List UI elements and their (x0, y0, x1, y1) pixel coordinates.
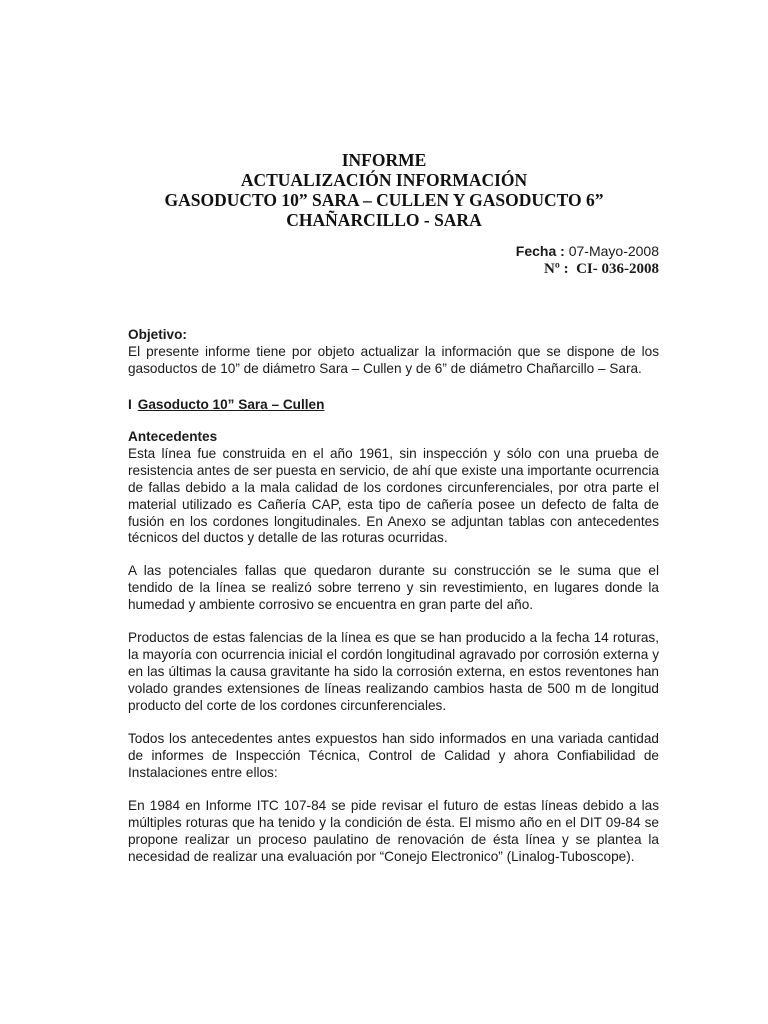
antecedentes-section (128, 429, 659, 547)
objetivo-heading: Objetivo: (128, 327, 187, 342)
antecedentes-paragraph-3: Productos de estas falencias de la línea es que se han producido a la fecha 14 roturas, la mayoría con ocurrencia inicial el cordón longitudinal agravado por corrosión externa y en las últimas la causa gravitante ha sido la corrosión externa, en estos reventones han volado grandes extensiones de líneas realizando cambios hasta de 500 m de longitud producto del corte de los cordones circunferenciales. (128, 630, 659, 713)
fecha-label: Fecha (515, 243, 557, 259)
antecedentes-paragraph-4: Todos los antecedentes antes expuestos han sido informados en una variada cantidad de informes de Inspección Técnica, Control de Calidad y ahora Confiabilidad de Instalaciones entre ellos: (128, 731, 659, 780)
fecha-separator: : (556, 243, 569, 259)
antecedentes-block-2 (128, 563, 659, 614)
fecha-value: 07-Mayo-2008 (568, 243, 659, 259)
antecedentes-block-4 (128, 731, 659, 782)
title-line-2: ACTUALIZACIÓN INFORMACIÓN (240, 170, 528, 190)
fecha-row (516, 243, 659, 260)
antecedentes-paragraph-5: En 1984 en Informe ITC 107-84 se pide revisar el futuro de estas líneas debido a las múltiples roturas que ha tenido y la condición de ésta. El mismo año en el DIT 09-84 se propone realizar un proceso paulatino de renovación de ésta línea y se plantea la necesidad de realizar una evaluación por “Conejo Electronico” (Linalog-Tuboscope). (128, 798, 659, 864)
antecedentes-block-3 (128, 630, 659, 715)
document-meta (516, 243, 659, 279)
antecedentes-paragraph-1: Esta línea fue construida en el año 1961, sin inspección y sólo con una prueba de resistencia antes de ser puesta en servicio, de ahí que existe una importante ocurrencia de fallas debido a la mala calidad de los cordones circunferenciales, por otra parte el material utilizado es Cañería CAP, esta tipo de cañería posee un defecto de falta de fusión en los cordones longitudinales. En Anexo se adjuntan tablas con antecedentes técnicos del ductos y detalle de las roturas ocurridas. (128, 445, 659, 546)
numero-row (516, 260, 659, 279)
objetivo-section (128, 327, 659, 378)
title-line-4: CHAÑARCILLO - SARA (286, 210, 482, 230)
antecedentes-heading: Antecedentes (128, 429, 218, 444)
section-1-heading (128, 396, 324, 413)
numero-value: CI- 036-2008 (576, 261, 659, 277)
section-1-number: I (128, 397, 132, 412)
objetivo-text: El presente informe tiene por objeto actualizar la información que se dispone de los gasoductos de 10” de diámetro Sara – Cullen y de 6” de diámetro Chañarcillo – Sara. (128, 343, 659, 376)
numero-label: Nº : (544, 261, 569, 277)
title-line-3: GASODUCTO 10” SARA – CULLEN Y GASODUCTO 6” (164, 190, 604, 210)
antecedentes-block-5 (128, 798, 659, 866)
antecedentes-paragraph-2: A las potenciales fallas que quedaron durante su construcción se le suma que el tendido de la línea se realizó sobre terreno y sin revestimiento, en lugares donde la humedad y ambiente corrosivo se encuentra en gran parte del año. (128, 563, 659, 612)
section-1-name: Gasoducto 10” Sara – Cullen (137, 397, 325, 412)
document-title (0, 150, 768, 230)
title-line-1: INFORME (341, 150, 427, 170)
